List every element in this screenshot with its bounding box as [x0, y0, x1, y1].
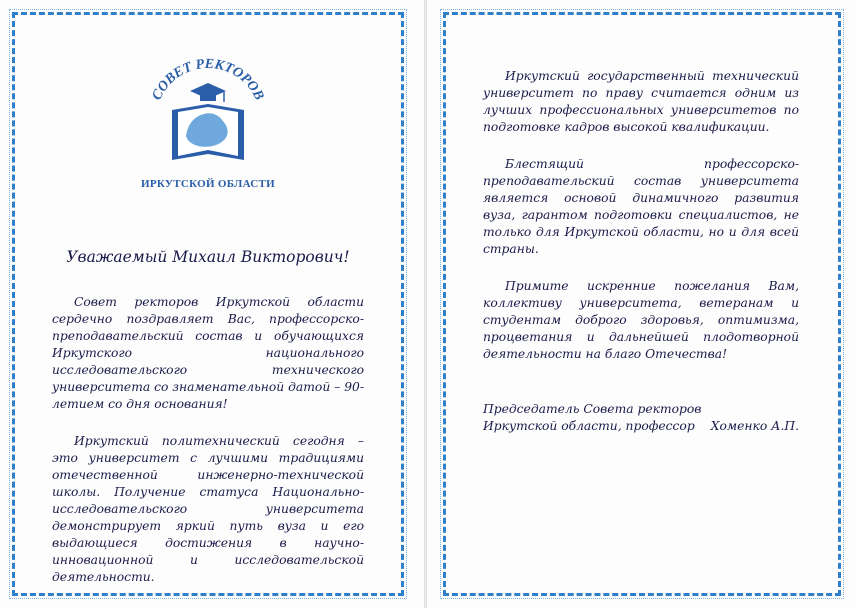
signature-name: Хоменко А.П.	[710, 419, 799, 433]
left-paragraph-1: Совет ректоров Иркутской области сердечно поздравляет Вас, профессорско-преподавательский состав и обучающихся Иркутского национального исследовательского технического университета со знаменательной датой – 90-летием со дня основания!	[52, 295, 365, 411]
greeting: Уважаемый Михаил Викторович!	[66, 248, 350, 266]
graduation-cap-icon	[190, 83, 226, 102]
left-paragraph-2: Иркутский политехнический сегодня – это университет с лучшими традициями отечественной инженерно-технической школы. Получение статуса Национально-исследовательского университета демонстрирует яркий путь вуза и его выдающиеся достижения в научно-инновационной и исследовательской деятельности.	[52, 434, 364, 584]
left-page-content	[52, 50, 364, 606]
right-paragraph-2: Блестящий профессорско-преподавательский состав университета является основой динамичного развития вуза, гарантом подготовки специалистов, не только для Иркутской области, но и для всей страны.	[483, 157, 799, 256]
signature-line-1: Председатель Совета ректоров	[483, 402, 702, 416]
right-page	[427, 0, 855, 608]
signature-block	[483, 401, 799, 435]
open-book-icon	[172, 104, 244, 160]
council-logo	[138, 50, 278, 170]
right-paragraph-3: Примите искренние пожелания Вам, коллективу университета, ветеранам и студентам доброго здоровья, оптимизма, процветания и дальнейшей плодотворной деятельности на благо Отечества!	[483, 279, 799, 361]
left-page	[0, 0, 424, 608]
signature-line-2: Иркутской области, профессор	[483, 419, 695, 433]
signature-row	[483, 418, 799, 435]
right-paragraph-1: Иркутский государственный технический университет по праву считается одним из лучших профессиональных университетов по подготовке кадров высокой квалификации.	[483, 69, 799, 134]
right-page-content	[483, 68, 799, 435]
logo-arc-title: СОВЕТ РЕКТОРОВ	[149, 56, 267, 103]
logo-subtitle: ИРКУТСКОЙ ОБЛАСТИ	[140, 178, 276, 190]
